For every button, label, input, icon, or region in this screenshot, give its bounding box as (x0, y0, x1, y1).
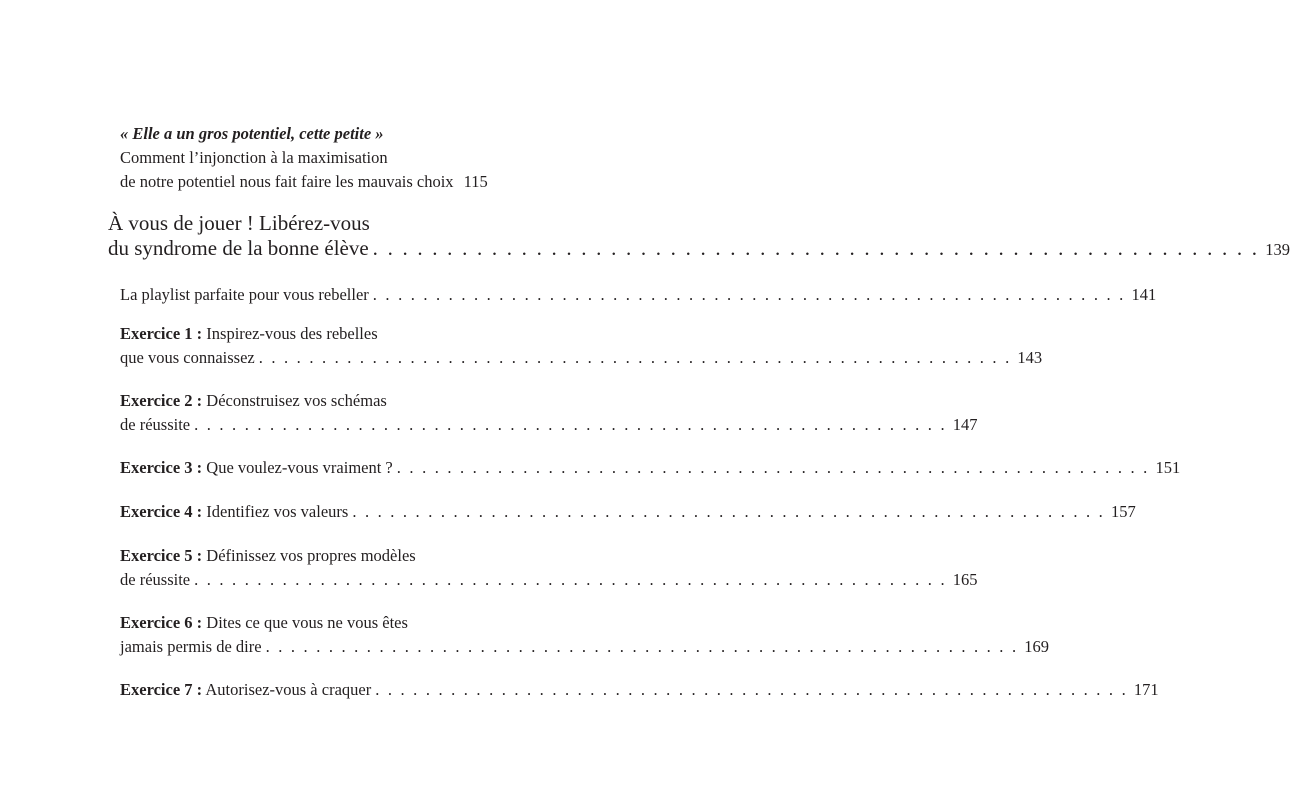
dot-leader: . . . . . . . . . . . . . . . . . . . . . . . . . . . . . . . . . . . . . . . . . . . . . . . . . . . . . . . . . . . . (372, 285, 1126, 304)
toc-entry-exercise-5[interactable] (120, 570, 978, 590)
exercise-line (120, 458, 393, 478)
toc-entry-exercise-1[interactable] (120, 348, 1043, 368)
dot-leader: . . . . . . . . . . . . . . . . . . . . . . . . . . . . . . . . . . . . . . . . . . . . . . . . . . . . . . . . . . . . (352, 502, 1105, 521)
exercise-text: Inspirez-vous des rebelles (202, 324, 378, 343)
page-number: 147 (952, 415, 978, 434)
toc-entry-chapter[interactable] (120, 172, 487, 192)
exercise-label: Exercice 6 : (120, 613, 203, 632)
exercise-text: Déconstruisez vos schémas (202, 391, 387, 410)
chapter-subtitle-line1: Comment l’injonction à la maximisation (120, 148, 388, 167)
page-number: 171 (1133, 680, 1159, 699)
page-number: 165 (952, 570, 978, 589)
exercise-text: Autorisez-vous à craquer (202, 680, 372, 699)
dot-leader: . . . . . . . . . . . . . . . . . . . . . . . . . . . . . . . . . . . . . . . . . . . . . . . . . . . . . . . . . . . . (258, 348, 1012, 367)
exercise-2-line1 (120, 391, 387, 411)
toc-entry-exercise-7[interactable] (120, 680, 1159, 700)
section-title-line1: À vous de jouer ! Libérez-vous (108, 211, 370, 235)
page-number: 169 (1024, 637, 1050, 656)
page-number: 115 (463, 172, 488, 191)
exercise-label: Exercice 5 : (120, 546, 203, 565)
page-number: 141 (1131, 285, 1157, 304)
exercise-text: jamais permis de dire (120, 637, 262, 656)
exercise-text: Identifiez vos valeurs (202, 502, 349, 521)
page-number: 151 (1155, 458, 1181, 477)
exercise-label: Exercice 3 : (120, 458, 203, 477)
chapter-subtitle-line2: de notre potentiel nous fait faire les mauvais choix (120, 172, 454, 191)
entry-text: La playlist parfaite pour vous rebeller (120, 285, 369, 304)
toc-entry-exercise-2[interactable] (120, 415, 978, 435)
page-number: 157 (1111, 502, 1136, 521)
exercise-label: Exercice 7 : (120, 680, 203, 699)
exercise-text: que vous connaissez (120, 348, 255, 367)
dot-leader: . . . . . . . . . . . . . . . . . . . . . . . . . . . . . . . . . . . . . . . . . . . . . . . . . . . . . . . . . . . . (194, 570, 947, 589)
exercise-line (120, 680, 371, 700)
exercise-label: Exercice 2 : (120, 391, 203, 410)
exercise-text: Que voulez-vous vraiment ? (202, 458, 393, 477)
exercise-label: Exercice 1 : (120, 324, 203, 343)
exercise-line (120, 502, 348, 522)
exercise-label: Exercice 4 : (120, 502, 203, 521)
exercise-1-line1 (120, 324, 378, 344)
exercise-5-line1 (120, 546, 416, 566)
dot-leader: . . . . . . . . . . . . . . . . . . . . . . . . . . . . . . . . . . . . . . . . . . . . . . . . . . . . . . . . . . . . (265, 637, 1019, 656)
toc-entry-exercise-4[interactable] (120, 502, 1136, 522)
toc-entry-exercise-6[interactable] (120, 637, 1050, 657)
dot-leader: . . . . . . . . . . . . . . . . . . . . . . . . . . . . . . . . . . . . . . . . . . . . . . . . . . . . . . . . . . . . (372, 236, 1260, 260)
exercise-text: de réussite (120, 570, 191, 589)
dot-leader: . . . . . . . . . . . . . . . . . . . . . . . . . . . . . . . . . . . . . . . . . . . . . . . . . . . . . . . . . . . . (396, 458, 1150, 477)
exercise-6-line1 (120, 613, 408, 633)
section-title-line2: du syndrome de la bonne élève (108, 236, 369, 260)
page-number: 139 (1265, 240, 1290, 259)
dot-leader: . . . . . . . . . . . . . . . . . . . . . . . . . . . . . . . . . . . . . . . . . . . . . . . . . . . . . . . . . . . . (375, 680, 1128, 699)
exercise-text: Définissez vos propres modèles (202, 546, 416, 565)
chapter-title: « Elle a un gros potentiel, cette petite » (120, 124, 384, 143)
toc-entry-exercise-3[interactable] (120, 458, 1181, 478)
exercise-text: de réussite (120, 415, 191, 434)
toc-entry-section[interactable] (108, 236, 1290, 262)
toc-entry-playlist[interactable] (120, 285, 1157, 305)
exercise-text: Dites ce que vous ne vous êtes (202, 613, 408, 632)
dot-leader: . . . . . . . . . . . . . . . . . . . . . . . . . . . . . . . . . . . . . . . . . . . . . . . . . . . . . . . . . . . . (194, 415, 947, 434)
page-number: 143 (1017, 348, 1043, 367)
